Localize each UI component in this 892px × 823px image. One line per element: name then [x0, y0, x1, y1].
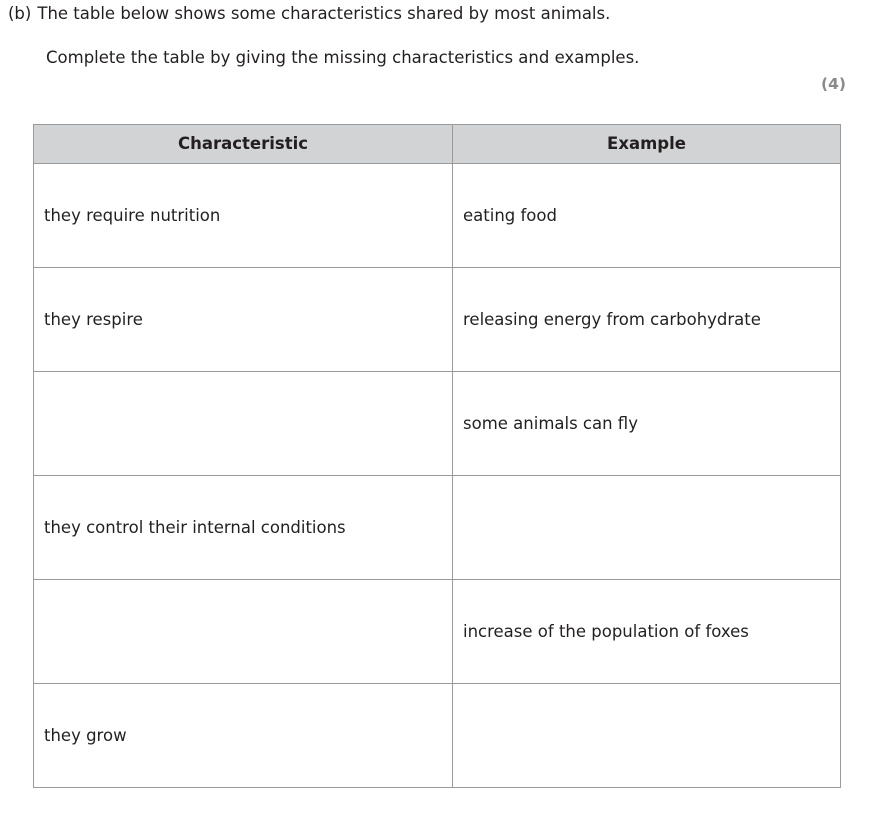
question-part-label: (b) — [8, 4, 32, 23]
question-intro-line — [8, 3, 610, 25]
header-characteristic: Characteristic — [34, 125, 453, 164]
example-cell: increase of the population of foxes — [453, 580, 841, 684]
question-instruction: Complete the table by giving the missing characteristics and examples. — [46, 48, 640, 67]
table-header-row — [34, 125, 841, 164]
table-row — [34, 268, 841, 372]
characteristic-answer-cell[interactable] — [34, 372, 453, 476]
characteristics-table — [33, 124, 841, 788]
table-row — [34, 580, 841, 684]
marks-label: (4) — [821, 75, 846, 93]
characteristic-cell: they require nutrition — [34, 164, 453, 268]
table-row — [34, 372, 841, 476]
table-row — [34, 684, 841, 788]
header-example: Example — [453, 125, 841, 164]
characteristic-answer-cell[interactable] — [34, 580, 453, 684]
example-cell: some animals can fly — [453, 372, 841, 476]
characteristic-cell: they grow — [34, 684, 453, 788]
table-row — [34, 476, 841, 580]
example-cell: releasing energy from carbohydrate — [453, 268, 841, 372]
characteristic-cell: they control their internal conditions — [34, 476, 453, 580]
question-intro-text: The table below shows some characteristics shared by most animals. — [37, 4, 611, 23]
example-cell: eating food — [453, 164, 841, 268]
table-row — [34, 164, 841, 268]
example-answer-cell[interactable] — [453, 476, 841, 580]
characteristic-cell: they respire — [34, 268, 453, 372]
example-answer-cell[interactable] — [453, 684, 841, 788]
